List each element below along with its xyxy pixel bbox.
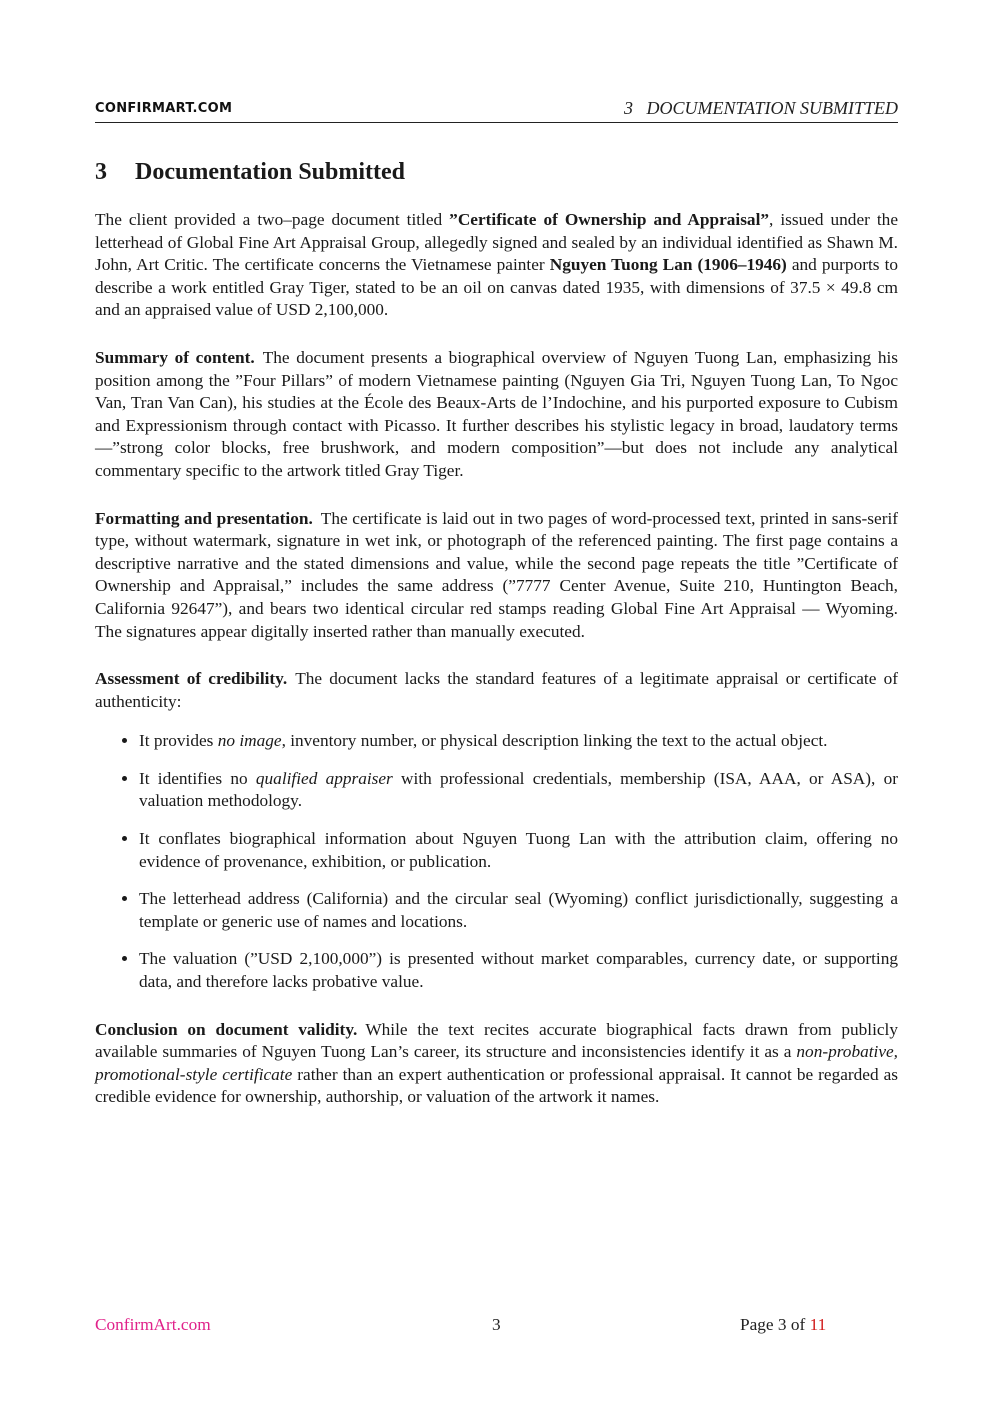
summary-heading: Summary of content. <box>95 347 255 367</box>
running-head: 3 DOCUMENTATION SUBMITTED <box>623 98 898 118</box>
assessment-list <box>95 730 898 993</box>
intro-text-1: The client provided a two–page document titled <box>95 210 450 229</box>
intro-text-3: and purports to describe a work entitled Gray Tiger, stated to be an oil on canvas dated 1935, with dimensions of 37.5 × 49.8 cm and an appraised value of USD 2,100,000. <box>95 255 899 320</box>
bullet-emphasis: qualified appraiser <box>255 768 393 788</box>
bullet-text: It identifies no <box>139 768 256 788</box>
conclusion-paragraph <box>95 1019 898 1109</box>
assessment-heading: Assessment of credibility. <box>95 669 288 689</box>
summary-text: The document presents a biographical overview of Nguyen Tuong Lan, emphasizing his position among the ”Four Pillars” of modern Vietnamese painting (Nguyen Gia Tri, Nguyen Tuong Lan, To Ngoc Van, Tran Van Can), his studies at the École des Beaux-Arts de l’Indochine, and his purported exposure to Cubism and Expressionism through contact with Picasso. It further describes his stylistic legacy in broad, laudatory terms—”strong color blocks, free brushwork, and modern composition”—but does not include any analytical commentary specific to the artwork titled Gray Tiger. <box>95 347 898 480</box>
list-item <box>139 730 898 753</box>
section-title-text: Documentation Submitted <box>135 159 406 185</box>
assessment-text: The document lacks the standard features of a legitimate appraisal or certificate of authenticity: <box>95 669 899 711</box>
footer-page-number: 3 <box>492 1315 501 1334</box>
list-item <box>139 768 898 813</box>
footer-page-count <box>740 1315 826 1335</box>
section-number: 3 <box>95 159 107 185</box>
bullet-text: , inventory number, or physical description linking the text to the actual object. <box>281 731 828 751</box>
bullet-text: The letterhead address (California) and the circular seal (Wyoming) conflict jurisdictionally, suggesting a template or generic use of names and locations. <box>139 889 898 931</box>
list-item <box>139 948 898 993</box>
list-item <box>139 888 898 933</box>
bullet-emphasis: no image <box>217 731 282 751</box>
conclusion-heading: Conclusion on document validity. <box>95 1019 358 1039</box>
list-item <box>139 828 898 873</box>
formatting-text: The certificate is laid out in two pages of word-processed text, printed in sans-serif type, without watermark, signature in wet ink, or photograph of the referenced painting. The first page contains a descriptive narrative and the stated dimensions and value, while the second page repeats the title ”Certificate of Ownership and Appraisal,” includes the same address (”7777 Center Avenue, Suite 210, Huntington Beach, California 92647”), and bears two identical circular red stamps reading Global Fine Art Appraisal — Wyoming. The signatures appear digitally inserted rather than manually executed. <box>95 508 899 641</box>
conclusion-text-1: While the text recites accurate biographical facts drawn from publicly available summaries of Nguyen Tuong Lan’s career, its structure and inconsistencies identify it as a <box>95 1019 898 1062</box>
bullet-text: with professional credentials, membership (ISA, AAA, or ASA), or valuation methodology. <box>139 768 899 811</box>
certificate-title: ”Certificate of Ownership and Appraisal” <box>449 210 770 229</box>
conclusion-emphasis: non-probative, promotional-style certificate <box>95 1042 898 1084</box>
logo-confirmart: CONFIRMART.COM <box>95 101 233 116</box>
assessment-paragraph <box>95 668 898 713</box>
formatting-heading: Formatting and presentation. <box>95 508 313 528</box>
intro-paragraph <box>95 209 898 322</box>
bullet-text: The valuation (”USD 2,100,000”) is presented without market comparables, currency date, or supporting data, and therefore lacks probative value. <box>139 949 898 992</box>
conclusion-text-2: rather than an expert authentication or professional appraisal. It cannot be regarded as credible evidence for ownership, authorship, or valuation of the artwork it names. <box>95 1064 899 1107</box>
formatting-paragraph <box>95 508 898 644</box>
summary-paragraph <box>95 347 898 483</box>
painter-name: Nguyen Tuong Lan (1906–1946) <box>549 255 787 275</box>
bullet-text: It conflates biographical information about Nguyen Tuong Lan with the attribution claim, offering no evidence of provenance, exhibition, or publication. <box>139 829 898 871</box>
bullet-text: It provides <box>139 731 218 751</box>
page-header <box>95 98 898 123</box>
total-pages-link[interactable]: 11 <box>809 1315 827 1334</box>
page-content <box>95 152 898 1134</box>
section-title <box>95 152 898 192</box>
page-footer <box>95 1315 898 1339</box>
intro-text-2: , issued under the letterhead of Global Fine Art Appraisal Group, allegedly signed and sealed by an individual identified as Shawn M. John, Art Critic. The certificate concerns the Vietnamese painter <box>95 210 898 275</box>
page-count-label: Page 3 of <box>740 1315 810 1334</box>
footer-site-link[interactable]: ConfirmArt.com <box>95 1315 211 1334</box>
